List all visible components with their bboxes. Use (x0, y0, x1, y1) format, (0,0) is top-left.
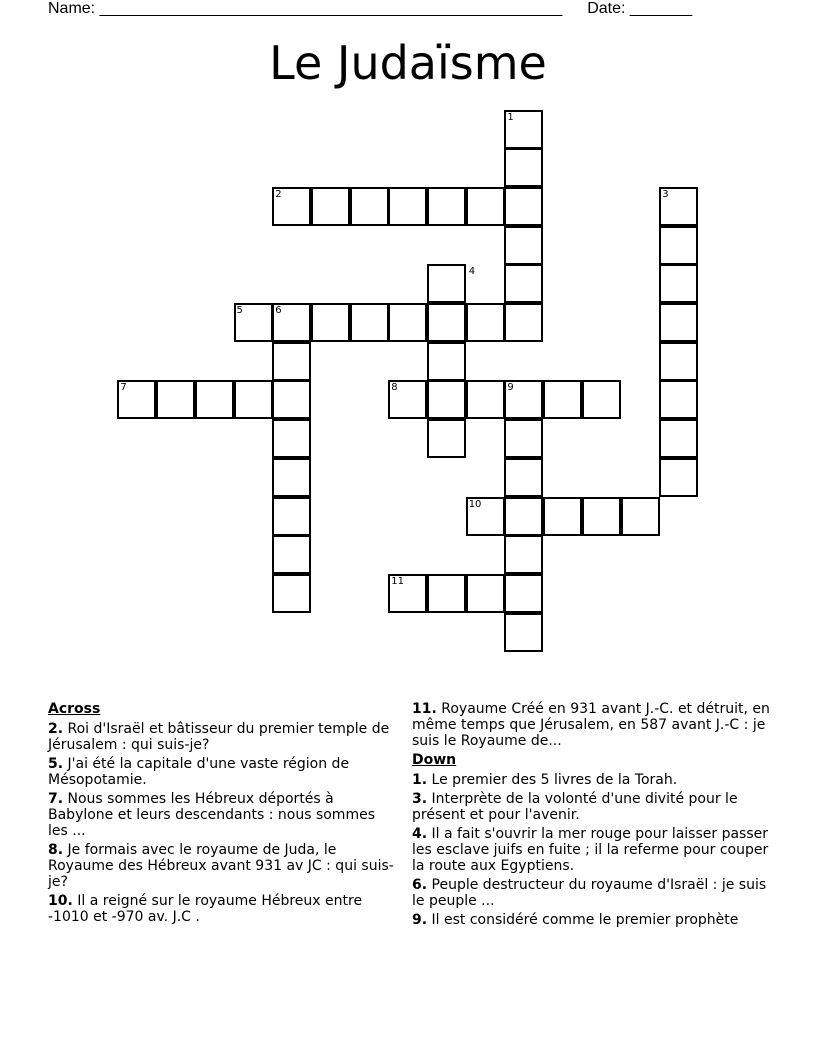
crossword-cell[interactable] (659, 264, 698, 303)
cell-number-7: 7 (120, 382, 127, 394)
cell-number-11: 11 (391, 575, 405, 587)
crossword-cell[interactable] (504, 264, 543, 303)
crossword-cell[interactable] (504, 187, 543, 226)
date-field[interactable]: _______ (629, 0, 693, 17)
crossword-cell[interactable] (272, 458, 311, 497)
crossword-cell[interactable] (659, 458, 698, 497)
clue-across-11 (412, 701, 772, 749)
name-field[interactable]: ____________________________________________________ (99, 0, 563, 17)
clue-number: 6. (412, 877, 428, 893)
crossword-cell[interactable] (466, 574, 505, 613)
crossword-cell[interactable] (272, 535, 311, 574)
clue-down-3 (412, 791, 772, 823)
across-heading: Across (48, 701, 101, 717)
crossword-cell[interactable] (234, 380, 273, 419)
clue-number: 7. (48, 791, 64, 807)
clues-right-column (412, 701, 772, 931)
date-label: Date: (587, 0, 626, 17)
clue-text: Le premier des 5 livres de la Torah. (431, 772, 678, 788)
clue-text: Il est considéré comme le premier prophète (431, 912, 739, 928)
crossword-cell[interactable] (272, 574, 311, 613)
crossword-cell[interactable] (466, 380, 505, 419)
crossword-cell[interactable] (504, 613, 543, 652)
crossword-cell[interactable] (504, 419, 543, 458)
crossword-cell[interactable] (350, 303, 389, 342)
cell-number-5: 5 (236, 305, 243, 316)
clue-number: 1. (412, 772, 428, 788)
crossword-cell[interactable] (659, 303, 698, 342)
crossword-cell[interactable] (466, 303, 505, 342)
crossword-cell[interactable] (388, 303, 427, 342)
crossword-cell[interactable] (388, 187, 427, 226)
crossword-cell[interactable] (504, 458, 543, 497)
crossword-cell[interactable] (504, 226, 543, 265)
clue-down-6 (412, 877, 772, 909)
clue-text: Roi d'Israël et bâtisseur du premier temple de Jérusalem : qui suis-je? (48, 721, 390, 753)
crossword-cell[interactable] (272, 419, 311, 458)
crossword-cell[interactable] (504, 535, 543, 574)
crossword-cell[interactable] (504, 303, 543, 342)
crossword-cell[interactable] (195, 380, 234, 419)
crossword-cell[interactable] (350, 187, 389, 226)
crossword-cell[interactable] (659, 342, 698, 381)
clue-text: Je formais avec le royaume de Juda, le Royaume des Hébreux avant 931 av JC : qui suis-je? (48, 842, 394, 890)
crossword-cell[interactable] (504, 148, 543, 187)
cell-number-1: 1 (507, 111, 514, 123)
crossword-cell[interactable] (659, 419, 698, 458)
clue-across-8 (48, 842, 396, 890)
clue-number: 11. (412, 701, 437, 717)
crossword-cell[interactable] (427, 380, 466, 419)
clue-number: 2. (48, 721, 64, 737)
clue-text: Peuple destructeur du royaume d'Israël : je suis le peuple ... (412, 877, 767, 909)
clue-text: Il a fait s'ouvrir la mer rouge pour laisser passer les esclave juifs en fuite ; il la referme pour couper la route aux Egyptiens. (412, 826, 769, 874)
crossword-cell[interactable] (272, 342, 311, 381)
clue-across-2 (48, 721, 396, 753)
clue-text: Nous sommes les Hébreux déportés à Babylone et leurs descendants : nous sommes les ... (48, 791, 375, 839)
cell-number-3: 3 (662, 188, 669, 200)
crossword-cell[interactable] (543, 497, 582, 536)
crossword-cell[interactable] (582, 380, 621, 419)
cell-number-9: 9 (507, 382, 514, 394)
page-title: Le Judaïsme (269, 36, 547, 90)
crossword-cell[interactable] (543, 380, 582, 419)
crossword-cell[interactable] (659, 226, 698, 265)
crossword-cell[interactable] (272, 497, 311, 536)
clue-number: 3. (412, 791, 428, 807)
clue-number: 9. (412, 912, 428, 928)
clues-left-column (48, 701, 396, 928)
crossword-cell[interactable] (427, 574, 466, 613)
crossword-cell[interactable] (504, 574, 543, 613)
crossword-cell[interactable] (156, 380, 195, 419)
clue-across-10 (48, 893, 396, 925)
clue-text: Il a reigné sur le royaume Hébreux entre -1010 et -970 av. J.C . (48, 893, 363, 925)
name-label: Name: (48, 0, 96, 17)
crossword-cell[interactable] (582, 497, 621, 536)
crossword-cell[interactable] (504, 497, 543, 536)
crossword-cell[interactable] (311, 187, 350, 226)
crossword-cell[interactable] (659, 380, 698, 419)
crossword-cell[interactable] (427, 264, 466, 303)
clue-down-4 (412, 826, 772, 874)
clue-text: Royaume Créé en 931 avant J.-C. et détruit, en même temps que Jérusalem, en 587 avant J.-C : je suis le Royaume de... (412, 701, 770, 749)
crossword-cell[interactable] (427, 419, 466, 458)
clue-number: 10. (48, 893, 73, 909)
crossword-cell[interactable] (311, 303, 350, 342)
crossword-cell[interactable] (621, 497, 660, 536)
clue-number: 4. (412, 826, 428, 842)
cell-number-6: 6 (275, 305, 282, 316)
cell-number-10: 10 (468, 498, 482, 510)
crossword-cell[interactable] (466, 187, 505, 226)
crossword-cell[interactable] (272, 380, 311, 419)
clue-text: Interprète de la volonté d'une divité pour le présent et pour l'avenir. (412, 791, 738, 823)
clue-down-9 (412, 912, 772, 928)
cell-number-4: 4 (468, 266, 476, 278)
crossword-cell[interactable] (427, 342, 466, 381)
clue-number: 5. (48, 756, 64, 772)
clue-down-1 (412, 772, 772, 788)
clue-text: J'ai été la capitale d'une vaste région de Mésopotamie. (48, 756, 350, 788)
down-heading: Down (412, 752, 457, 768)
crossword-cell[interactable] (427, 303, 466, 342)
clue-across-7 (48, 791, 396, 839)
header-line (48, 0, 692, 18)
cell-number-2: 2 (275, 188, 282, 200)
clue-across-5 (48, 756, 396, 788)
cell-number-8: 8 (391, 382, 398, 394)
crossword-cell[interactable] (427, 187, 466, 226)
clue-number: 8. (48, 842, 64, 858)
